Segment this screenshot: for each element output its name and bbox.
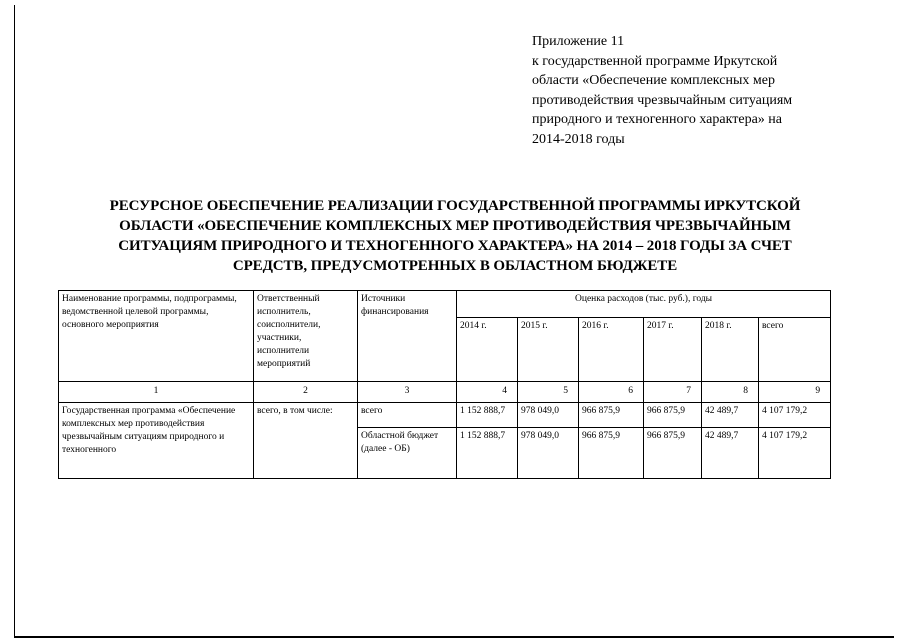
program-name: Государственная программа «Обеспечение комплексных мер противодействия чрезвычайным ситуациям природного и техногенного (59, 403, 254, 479)
document-title (70, 196, 840, 276)
header-year: 2018 г. (702, 318, 759, 382)
value-cell: 966 875,9 (579, 428, 644, 479)
column-number: 4 (457, 382, 518, 403)
appendix-line: природного и техногенного характера» на (532, 112, 782, 127)
appendix-note (532, 32, 792, 149)
value-cell: 978 049,0 (518, 403, 579, 428)
column-number: 8 (702, 382, 759, 403)
value-cell: 966 875,9 (579, 403, 644, 428)
header-year: 2017 г. (644, 318, 702, 382)
header-executor: Ответственный исполнитель, соисполнители, участники, исполнители мероприятий (254, 291, 358, 382)
appendix-line: Приложение 11 (532, 34, 625, 49)
column-number: 2 (254, 382, 358, 403)
title-line: ОБЛАСТИ «ОБЕСПЕЧЕНИЕ КОМПЛЕКСНЫХ МЕР ПРОТИВОДЕЙСТВИЯ ЧРЕЗВЫЧАЙНЫМ (119, 218, 791, 234)
value-cell: 966 875,9 (644, 428, 702, 479)
value-cell: 978 049,0 (518, 428, 579, 479)
value-cell: 1 152 888,7 (457, 428, 518, 479)
value-cell: 966 875,9 (644, 403, 702, 428)
column-number: 3 (358, 382, 457, 403)
source-cell: всего (358, 403, 457, 428)
value-cell: 4 107 179,2 (759, 428, 831, 479)
column-number: 7 (644, 382, 702, 403)
column-number: 9 (759, 382, 831, 403)
title-line: СРЕДСТВ, ПРЕДУСМОТРЕННЫХ В ОБЛАСТНОМ БЮДЖЕТЕ (232, 258, 678, 274)
column-number: 5 (518, 382, 579, 403)
header-year: 2016 г. (579, 318, 644, 382)
table-row (59, 403, 831, 428)
value-cell: 4 107 179,2 (759, 403, 831, 428)
value-cell: 42 489,7 (702, 403, 759, 428)
appendix-line: области «Обеспечение комплексных мер (532, 73, 775, 88)
header-sources: Источники финансирования (358, 291, 457, 382)
title-line: РЕСУРСНОЕ ОБЕСПЕЧЕНИЕ РЕАЛИЗАЦИИ ГОСУДАРСТВЕННОЙ ПРОГРАММЫ ИРКУТСКОЙ (109, 198, 801, 214)
appendix-line: к государственной программе Иркутской (532, 53, 778, 69)
header-year: 2014 г. (457, 318, 518, 382)
column-number: 1 (59, 382, 254, 403)
header-row (59, 291, 831, 318)
value-cell: 1 152 888,7 (457, 403, 518, 428)
header-year: 2015 г. (518, 318, 579, 382)
budget-table (58, 290, 831, 479)
page-bottom-border (14, 636, 894, 638)
column-number: 6 (579, 382, 644, 403)
column-numbers-row (59, 382, 831, 403)
header-estimate: Оценка расходов (тыс. руб.), годы (457, 291, 831, 318)
appendix-line: противодействия чрезвычайным ситуациям (532, 92, 793, 108)
page-left-border (14, 5, 15, 637)
program-executor: всего, в том числе: (254, 403, 358, 479)
title-line: СИТУАЦИЯМ ПРИРОДНОГО И ТЕХНОГЕННОГО ХАРАКТЕРА» НА 2014 – 2018 ГОДЫ ЗА СЧЕТ (118, 238, 792, 254)
value-cell: 42 489,7 (702, 428, 759, 479)
appendix-line: 2014-2018 годы (532, 131, 625, 147)
header-total: всего (759, 318, 831, 382)
header-name: Наименование программы, подпрограммы, ведомственной целевой программы, основного мероприятия (59, 291, 254, 382)
source-cell: Областной бюджет (далее - ОБ) (358, 428, 457, 479)
